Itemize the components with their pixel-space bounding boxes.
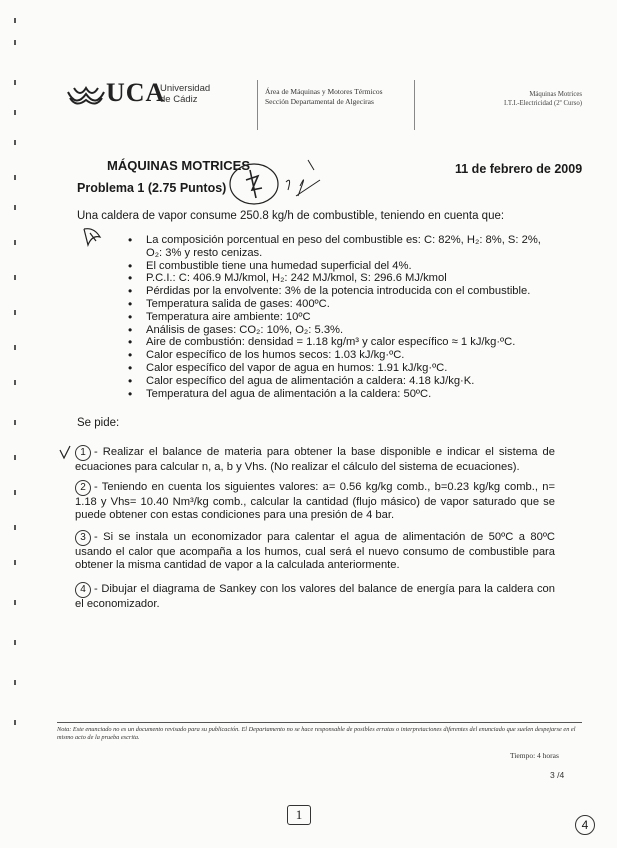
question-number: 2 bbox=[75, 480, 91, 496]
list-item: • P.C.I.: C: 406.9 MJ/kmol, H₂: 242 MJ/kmol, S: 296.6 MJ/kmol bbox=[128, 272, 558, 285]
question-1 bbox=[75, 445, 555, 474]
list-item: • El combustible tiene una humedad superficial del 4%. bbox=[128, 260, 558, 273]
question-text: - Si se instala un economizador para calentar el agua de alimentación de 50ºC a 80ºC usando el calor que acompaña a los humos, cual será el nuevo consumo de combustible para obtener la misma cantidad de vapor a la calculada anteriormente. bbox=[75, 531, 555, 571]
course-info: Máquinas Motrices I.T.I.-Electricidad (2º Curso) bbox=[503, 91, 582, 107]
handwritten-page-box: 1 bbox=[287, 805, 311, 825]
question-text: - Teniendo en cuenta los siguientes valores: a= 0.56 kg/kg comb., b=0.23 kg/kg comb., n= 1.18 y Vhs= 10.40 Nm³/kg comb., calcular la cantidad (flujo másico) de vapor saturado que se puede obtener con estas condiciones para una presión de 4 bar. bbox=[75, 481, 555, 521]
list-item: • Calor específico de los humos secos: 1.03 kJ/kg·ºC. bbox=[128, 349, 558, 362]
question-4 bbox=[75, 582, 555, 611]
page-number: 3 /4 bbox=[550, 770, 565, 780]
binder-margin-marks bbox=[14, 0, 28, 848]
list-item: • Temperatura aire ambiente: 10ºC bbox=[128, 311, 558, 324]
handwritten-check-icon bbox=[58, 444, 72, 460]
list-item: • Pérdidas por la envolvente: 3% de la potencia introducida con el combustible. bbox=[128, 285, 558, 298]
list-item: • Calor específico del vapor de agua en humos: 1.91 kJ/kg·ºC. bbox=[128, 362, 558, 375]
list-item: • Análisis de gases: CO₂: 10%, O₂: 5.3%. bbox=[128, 324, 558, 337]
list-item: • Calor específico del agua de alimentación a caldera: 4.18 kJ/kg·K. bbox=[128, 375, 558, 388]
department-area: Área de Máquinas y Motores Térmicos Sección Departamental de Algeciras bbox=[265, 87, 383, 106]
question-number: 4 bbox=[75, 582, 91, 598]
list-item: • Aire de combustión: densidad = 1.18 kg/m³ y calor específico ≈ 1 kJ/kg·ºC. bbox=[128, 336, 558, 349]
question-text: - Realizar el balance de materia para obtener la base disponible e indicar el sistema de ecuaciones para calcular n, a, b y Vhs. (No realizar el cálculo del sistema de ecuaciones). bbox=[75, 446, 555, 473]
question-number: 3 bbox=[75, 530, 91, 546]
se-pide-label: Se pide: bbox=[77, 417, 120, 429]
list-item: • Temperatura salida de gases: 400ºC. bbox=[128, 298, 558, 311]
footer-note: Nota: Este enunciado no es un documento revisado para su publicación. El Departamento no se hace responsable de posibles erratas o interpretaciones diferentes del enunciado que suelen despejarse en el mismo acto de la prueba escrita. bbox=[57, 726, 576, 741]
list-item: • La composición porcentual en peso del combustible es: C: 82%, H₂: 8%, S: 2%, O₂: 3% y resto cenizas. bbox=[128, 234, 558, 260]
handwritten-circled-number: 4 bbox=[575, 815, 595, 835]
footer-rule bbox=[57, 722, 582, 723]
question-text: - Dibujar el diagrama de Sankey con los valores del balance de energía para la caldera con el economizador. bbox=[75, 583, 555, 610]
university-name: Universidad de Cádiz bbox=[160, 83, 211, 105]
handwritten-score-scribble bbox=[228, 150, 323, 210]
header-divider bbox=[257, 80, 258, 130]
header-divider bbox=[414, 80, 415, 130]
question-number: 1 bbox=[75, 445, 91, 461]
handwritten-mark bbox=[80, 225, 106, 249]
exam-duration: Tiempo: 4 horas bbox=[510, 751, 559, 760]
problem-data-list bbox=[128, 234, 558, 400]
question-2 bbox=[75, 480, 555, 522]
list-item: • Temperatura del agua de alimentación a la caldera: 50ºC. bbox=[128, 388, 558, 401]
exam-date: 11 de febrero de 2009 bbox=[455, 162, 583, 176]
problem-intro: Una caldera de vapor consume 250.8 kg/h de combustible, teniendo en cuenta que: bbox=[77, 210, 505, 222]
exam-title: MÁQUINAS MOTRICES bbox=[107, 158, 250, 173]
logo-text: UCA bbox=[106, 78, 166, 107]
uca-logo-icon bbox=[66, 80, 106, 110]
question-3 bbox=[75, 530, 555, 572]
problem-heading: Problema 1 (2.75 Puntos) bbox=[77, 181, 227, 195]
